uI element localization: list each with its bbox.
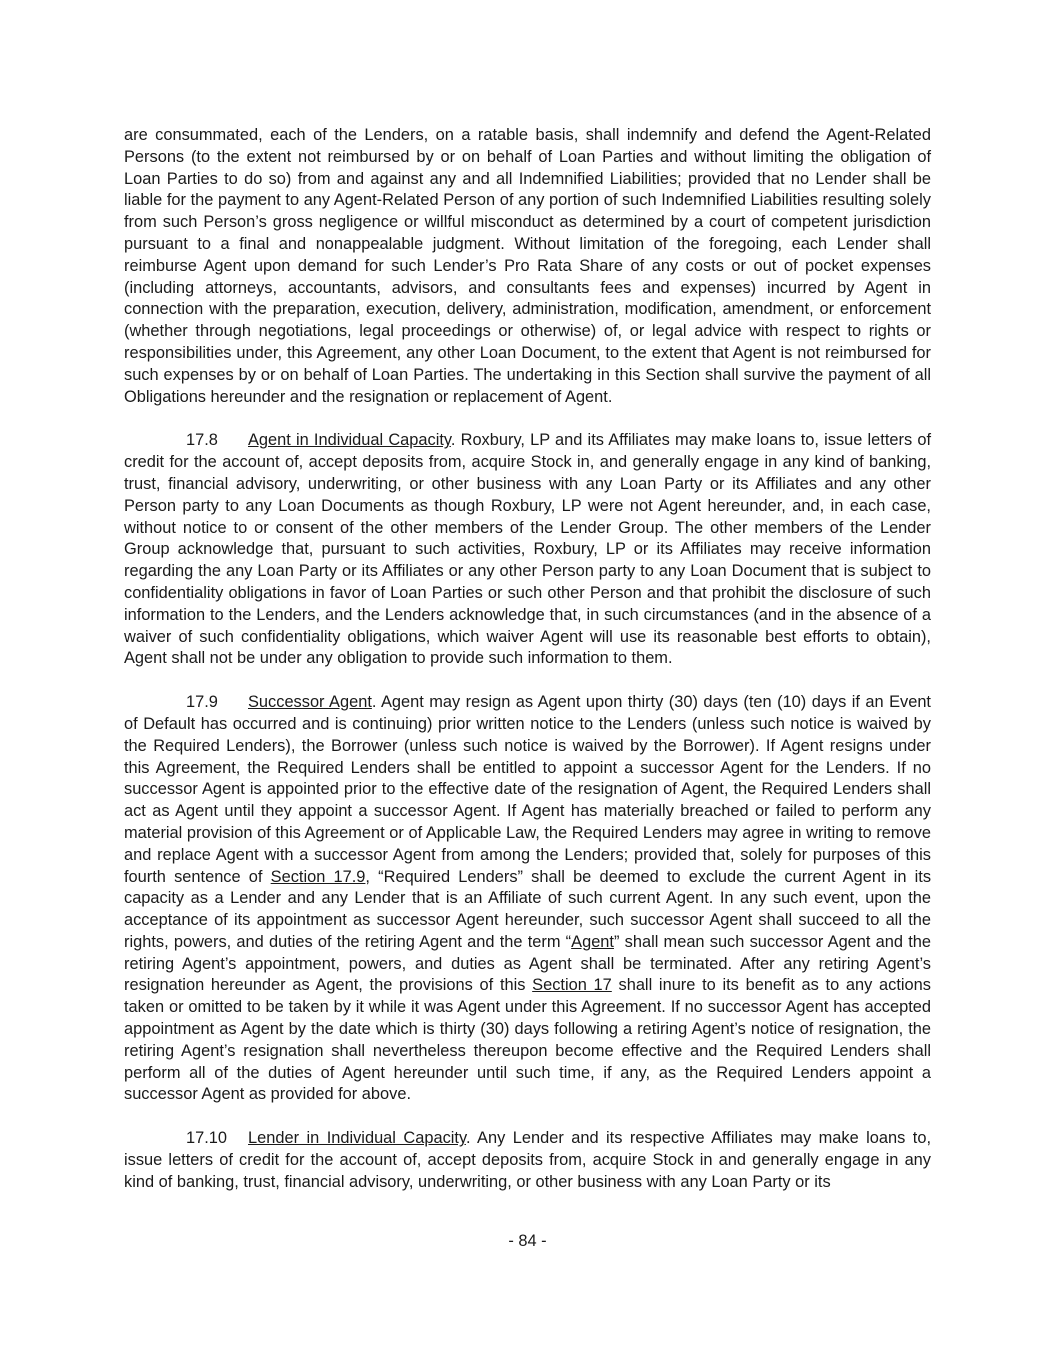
cross-reference-section-17: Section 17 [532,976,612,995]
paragraph-text: . Agent may resign as Agent upon thirty (30) days (ten (10) days if an Event of Default has occurred and is continuing) prior written notice to the Lenders (unless such notice is waived by the Required Lenders), the Borrower (unless such notice is waived by the Borrower). If Agent resigns under this Agreement, the Required Lenders shall be entitled to appoint a successor Agent for the Lenders. If no successor Agent is appointed prior to the effective date of the resignation of Agent, the Required Lenders shall act as Agent until they appoint a successor Agent. If Agent has materially breached or failed to perform any material provision of this Agreement or of Applicable Law, the Required Lenders may agree in writing to remove and replace Agent with a successor Agent from among the Lenders; provided that, solely for purposes of this fourth sentence of [124,693,931,886]
section-number: 17.9 [186,693,218,712]
paragraph-text: , “Required Lenders” shall be deemed to exclude the current Agent in its capacity as a Lender and any Lender that is an Affiliate of such current Agent. In any such event, upon the acceptance of its appointment as successor Agent hereunder, such successor Agent shall succeed to all the rights, powers, and duties of the retiring Agent and the term “ [124,867,932,951]
section-17-9 [124,692,931,1106]
section-number: 17.10 [186,1129,228,1148]
page-number: - 84 - [508,1232,547,1250]
paragraph-indemnification-continued [124,125,931,408]
section-number: 17.8 [186,431,218,450]
cross-reference-section-17-9: Section 17.9 [270,867,366,886]
paragraph-text: . Roxbury, LP and its Affiliates may make loans to, issue letters of credit for the account of, accept deposits from, acquire Stock in, and generally engage in any kind of banking, trust, financial advisory, underwriting, or other business with any Loan Party or its Affiliates and any other Person party to any Loan Documents as though Roxbury, LP were not Agent hereunder, and, in each case, without notice to or consent of the other members of the Lender Group. The other members of the Lender Group acknowledge that, pursuant to such activities, Roxbury, LP or its Affiliates may receive information regarding the any Loan Party or its Affiliates or any other Person party to any Loan Document that is subject to confidentiality obligations in favor of Loan Parties or such other Person and that prohibit the disclosure of such information to the Lenders, and the Lenders acknowledge that, in such circumstances (and in the absence of a waiver of such confidentiality obligations, which waiver Agent will use its reasonable best efforts to obtain), Agent shall not be under any obligation to provide such information to them. [124,431,932,668]
section-heading: Agent in Individual Capacity [248,431,451,450]
document-body [124,125,931,1194]
paragraph-text: shall inure to its benefit as to any actions taken or omitted to be taken by it while it was Agent under this Agreement. If no successor Agent has accepted appointment as Agent by the date which is thirty (30) days following a retiring Agent’s notice of resignation, the retiring Agent’s resignation shall nevertheless thereupon become effective and the Required Lenders shall perform all of the duties of Agent hereunder until such time, if any, as the Required Lenders appoint a successor Agent as provided for above. [124,976,931,1104]
paragraph-text: ” shall mean such successor Agent and the retiring Agent’s appointment, powers, and duties as Agent shall be terminated. After any retiring Agent’s resignation hereunder as Agent, the provisions of this [124,932,931,995]
paragraph-text: . Any Lender and its respective Affiliates may make loans to, issue letters of credit for the account of, accept deposits from, acquire Stock in and generally engage in any kind of banking, trust, financial advisory, underwriting, or other business with any Loan Party or its [124,1129,931,1191]
section-heading: Successor Agent [248,693,372,712]
section-17-10 [124,1128,931,1193]
paragraph-text: are consummated, each of the Lenders, on a ratable basis, shall indemnify and defend the Agent-Related Persons (to the extent not reimbursed by or on behalf of Loan Parties and without limiting the obligation of Loan Parties to do so) from and against any and all Indemnified Liabilities; provided that no Lender shall be liable for the payment to any Agent-Related Person of any portion of such Indemnified Liabilities resulting solely from such Person’s gross negligence or willful misconduct as determined by a court of competent jurisdiction pursuant to a final and nonappealable judgment. Without limitation of the foregoing, each Lender shall reimburse Agent upon demand for such Lender’s Pro Rata Share of any costs or out of pocket expenses (including attorneys, accountants, advisors, and consultants fees and expenses) incurred by Agent in connection with the preparation, execution, delivery, administration, modification, amendment, or enforcement (whether through negotiations, legal proceedings or otherwise) of, or legal advice with respect to rights or responsibilities under, this Agreement, any other Loan Document, to the extent that Agent is not reimbursed for such expenses by or on behalf of Loan Parties. The undertaking in this Section shall survive the payment of all Obligations hereunder and the resignation or replacement of Agent. [124,126,931,406]
defined-term-agent: Agent [571,932,614,951]
section-17-8 [124,430,931,670]
section-heading: Lender in Individual Capacity [248,1129,466,1148]
